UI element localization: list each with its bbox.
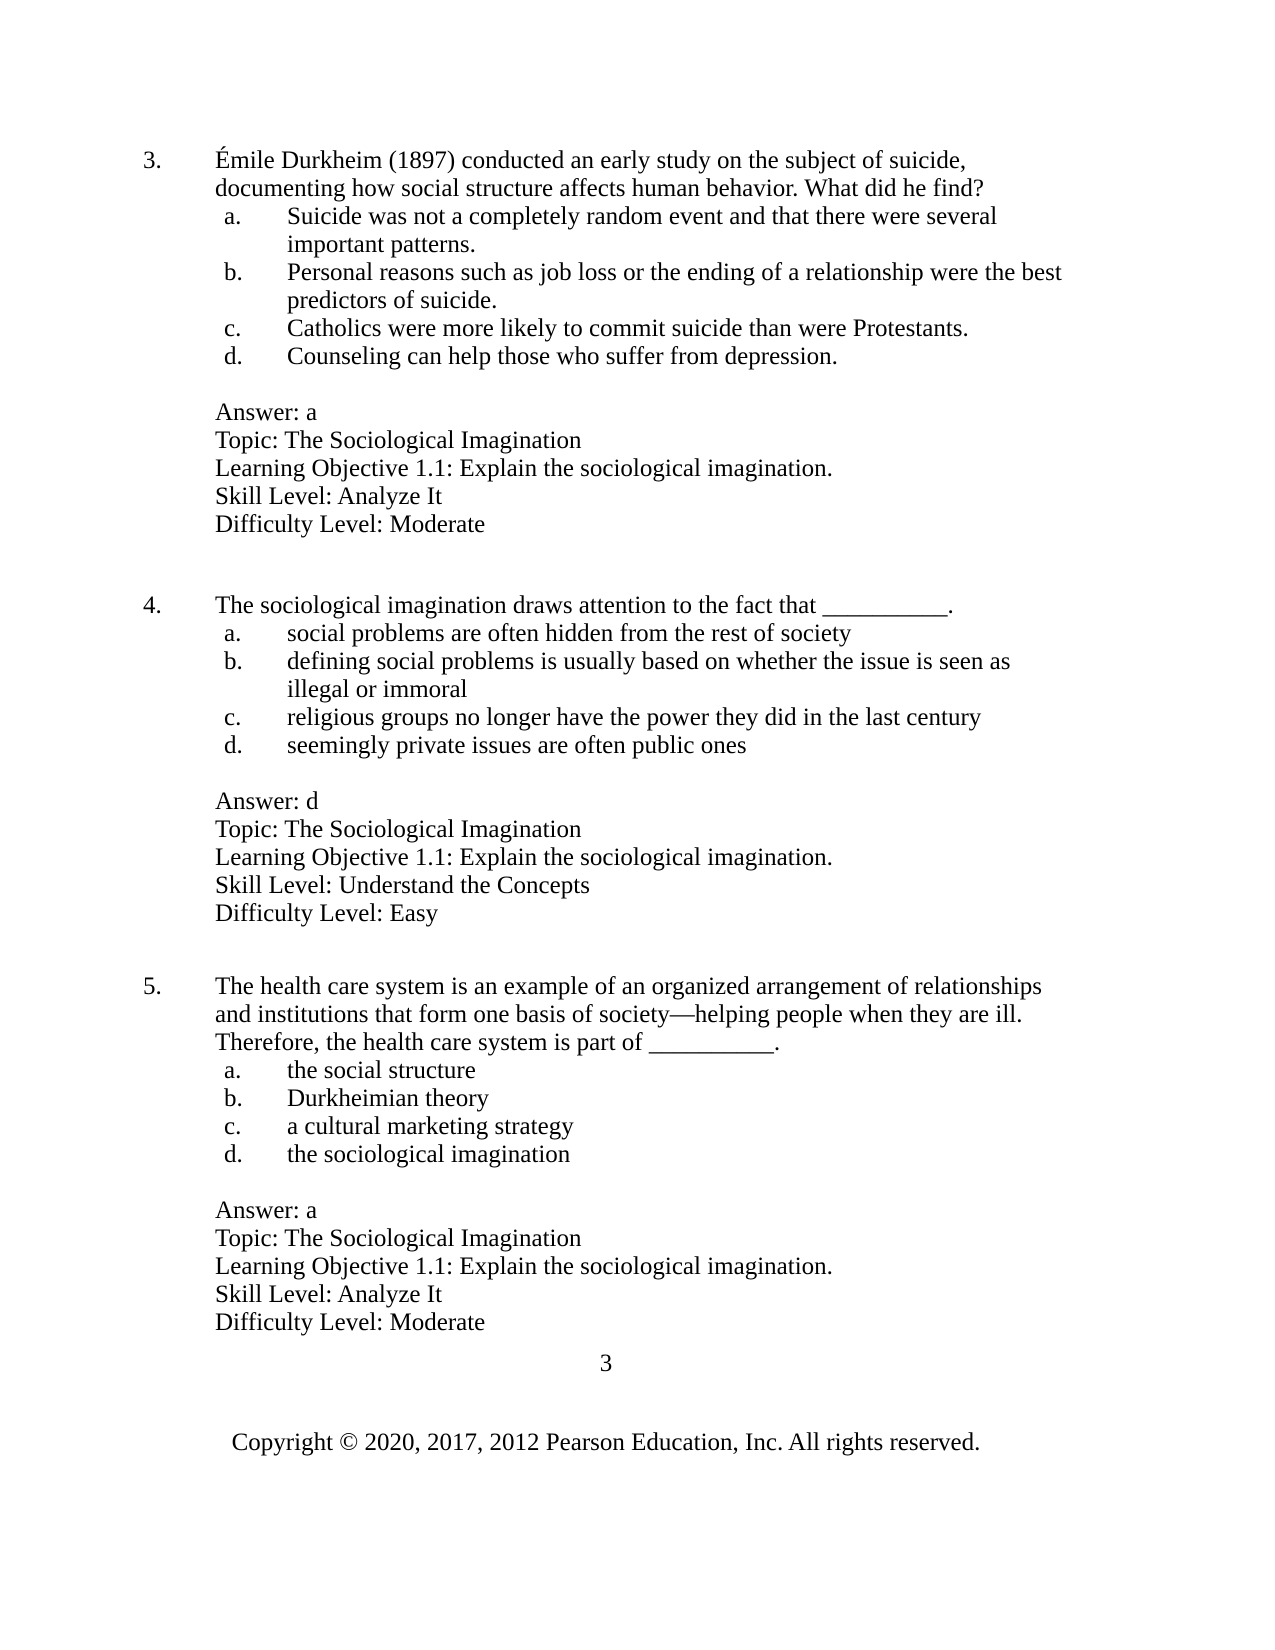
option-b (224, 259, 1073, 315)
skill-level-line: Skill Level: Analyze It (215, 1281, 443, 1308)
option-d (224, 1141, 1073, 1169)
option-letter: b. (224, 1085, 243, 1112)
question-metadata (215, 1197, 1073, 1337)
option-letter: b. (224, 648, 243, 675)
question-metadata (215, 399, 1073, 539)
question-head (143, 973, 1073, 1057)
option-c (224, 315, 1073, 343)
topic-line: Topic: The Sociological Imagination (215, 1225, 582, 1252)
question-head (143, 147, 1073, 203)
option-text: defining social problems is usually based on whether the issue is seen as illegal or immoral (287, 648, 1011, 703)
option-letter: a. (224, 620, 242, 647)
option-text: Catholics were more likely to commit suicide than were Protestants. (287, 315, 969, 342)
option-b (224, 648, 1073, 704)
topic-line: Topic: The Sociological Imagination (215, 427, 582, 454)
skill-level-line: Skill Level: Analyze It (215, 483, 443, 510)
option-d (224, 343, 1073, 371)
option-letter: a. (224, 203, 242, 230)
option-c (224, 1113, 1073, 1141)
options-list (143, 1057, 1073, 1169)
option-text: social problems are often hidden from the rest of society (287, 620, 852, 647)
option-text: Suicide was not a completely random event and that there were several important patterns. (287, 203, 998, 258)
question-text: Émile Durkheim (1897) conducted an early study on the subject of suicide, documenting how social structure affects human behavior. What did he find? (215, 147, 984, 202)
option-letter: d. (224, 343, 243, 370)
page-number: 3 (599, 1350, 613, 1377)
question-text: The health care system is an example of an organized arrangement of relationships and institutions that form one basis of society—helping people when they are ill. Therefore, the health care system is part of __________. (215, 973, 1043, 1056)
learning-objective-line: Learning Objective 1.1: Explain the sociological imagination. (215, 1253, 833, 1280)
option-text: a cultural marketing strategy (287, 1113, 574, 1140)
option-letter: c. (224, 704, 242, 731)
option-text: Personal reasons such as job loss or the ending of a relationship were the best predictors of suicide. (287, 259, 1062, 314)
option-a (224, 203, 1073, 259)
option-b (224, 1085, 1073, 1113)
option-letter: d. (224, 732, 243, 759)
option-text: Durkheimian theory (287, 1085, 490, 1112)
option-text: seemingly private issues are often public ones (287, 732, 747, 759)
answer-line: Answer: a (215, 399, 318, 426)
options-list (143, 203, 1073, 371)
option-text: Counseling can help those who suffer from depression. (287, 343, 838, 370)
option-a (224, 620, 1073, 648)
option-d (224, 732, 1073, 760)
option-letter: b. (224, 259, 243, 286)
question-text: The sociological imagination draws attention to the fact that __________. (215, 592, 954, 619)
difficulty-level-line: Difficulty Level: Easy (215, 900, 439, 927)
option-letter: a. (224, 1057, 242, 1084)
option-letter: c. (224, 1113, 242, 1140)
learning-objective-line: Learning Objective 1.1: Explain the sociological imagination. (215, 455, 833, 482)
question-block-3 (143, 147, 1073, 539)
skill-level-line: Skill Level: Understand the Concepts (215, 872, 590, 899)
option-a (224, 1057, 1073, 1085)
learning-objective-line: Learning Objective 1.1: Explain the sociological imagination. (215, 844, 833, 871)
difficulty-level-line: Difficulty Level: Moderate (215, 1309, 486, 1336)
question-head (143, 592, 1073, 620)
answer-line: Answer: d (215, 788, 319, 815)
option-text: the social structure (287, 1057, 476, 1084)
question-number: 5. (143, 973, 162, 1000)
topic-line: Topic: The Sociological Imagination (215, 816, 582, 843)
question-metadata (215, 788, 1073, 928)
difficulty-level-line: Difficulty Level: Moderate (215, 511, 486, 538)
question-number: 4. (143, 592, 162, 619)
option-letter: d. (224, 1141, 243, 1168)
option-text: religious groups no longer have the power they did in the last century (287, 704, 982, 731)
question-block-5 (143, 973, 1073, 1337)
copyright-footer: Copyright © 2020, 2017, 2012 Pearson Education, Inc. All rights reserved. (231, 1429, 981, 1456)
options-list (143, 620, 1073, 760)
option-text: the sociological imagination (287, 1141, 571, 1168)
option-letter: c. (224, 315, 242, 342)
question-number: 3. (143, 147, 162, 174)
answer-line: Answer: a (215, 1197, 318, 1224)
question-block-4 (143, 592, 1073, 928)
option-c (224, 704, 1073, 732)
